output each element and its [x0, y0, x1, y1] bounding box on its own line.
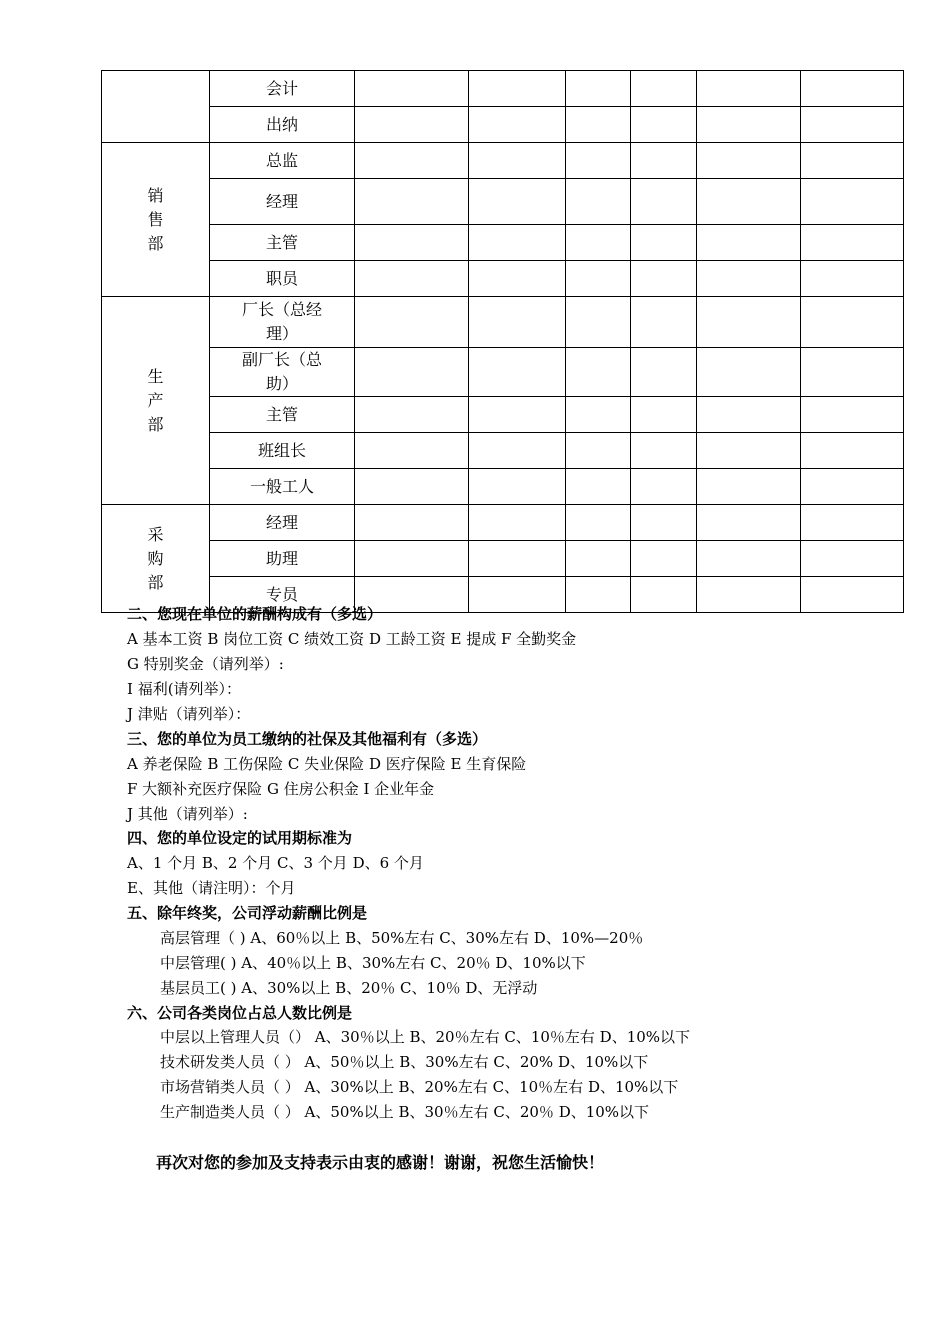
section-6-line-1: 中层以上管理人员（） A、30％以上 B、20％左右 C、10％左右 D、10%以下: [160, 1028, 691, 1046]
salary-cell[interactable]: [566, 433, 631, 469]
table-row: [102, 107, 904, 143]
role-cell: 经理: [210, 505, 355, 541]
department-cell: 采 购 部: [102, 505, 210, 613]
salary-cell[interactable]: [801, 297, 904, 348]
salary-cell[interactable]: [566, 71, 631, 107]
salary-cell[interactable]: [631, 261, 697, 297]
table-row: [102, 469, 904, 505]
salary-cell[interactable]: [801, 71, 904, 107]
salary-cell[interactable]: [469, 179, 566, 225]
salary-cell[interactable]: [801, 348, 904, 397]
salary-cell[interactable]: [355, 71, 469, 107]
salary-cell[interactable]: [801, 541, 904, 577]
salary-cell[interactable]: [631, 397, 697, 433]
salary-cell[interactable]: [697, 397, 801, 433]
salary-cell[interactable]: [566, 348, 631, 397]
salary-cell[interactable]: [801, 143, 904, 179]
salary-cell[interactable]: [697, 71, 801, 107]
salary-cell[interactable]: [566, 179, 631, 225]
salary-cell[interactable]: [469, 225, 566, 261]
department-cell: [102, 71, 210, 143]
salary-cell[interactable]: [566, 261, 631, 297]
salary-cell[interactable]: [355, 541, 469, 577]
role-cell: 班组长: [210, 433, 355, 469]
salary-cell[interactable]: [355, 469, 469, 505]
table-row: [102, 505, 904, 541]
salary-cell[interactable]: [469, 71, 566, 107]
salary-cell[interactable]: [469, 469, 566, 505]
salary-cell[interactable]: [631, 297, 697, 348]
salary-cell[interactable]: [697, 225, 801, 261]
table-row: [102, 261, 904, 297]
section-5-title: 五、除年终奖，公司浮动薪酬比例是: [127, 904, 368, 922]
section-4-line-2: E、其他（请注明）：个月: [127, 879, 296, 897]
salary-cell[interactable]: [697, 541, 801, 577]
salary-cell[interactable]: [469, 433, 566, 469]
salary-cell[interactable]: [631, 433, 697, 469]
salary-cell[interactable]: [631, 505, 697, 541]
role-cell: 主管: [210, 397, 355, 433]
salary-cell[interactable]: [697, 143, 801, 179]
salary-cell[interactable]: [566, 469, 631, 505]
section-6-line-4: 生产制造类人员（ ） A、50%以上 B、30％左右 C、20％ D、10%以下: [160, 1103, 650, 1121]
salary-cell[interactable]: [355, 261, 469, 297]
role-cell: 一般工人: [210, 469, 355, 505]
salary-cell[interactable]: [355, 143, 469, 179]
table-row: [102, 348, 904, 397]
table-row: [102, 297, 904, 348]
role-cell: 厂长（总经理）: [210, 297, 355, 348]
section-2-line-3: I 福利(请列举）：: [127, 680, 242, 698]
salary-cell[interactable]: [566, 505, 631, 541]
role-cell: 主管: [210, 225, 355, 261]
department-cell: 生 产 部: [102, 297, 210, 505]
salary-cell[interactable]: [566, 107, 631, 143]
salary-cell[interactable]: [697, 348, 801, 397]
section-3-title: 三、您的单位为员工缴纳的社保及其他福利有（多选）: [127, 730, 488, 748]
section-5-line-3: 基层员工( ) A、30%以上 B、20％ C、10％ D、无浮动: [160, 979, 538, 997]
salary-cell[interactable]: [355, 107, 469, 143]
salary-cell[interactable]: [631, 71, 697, 107]
salary-cell[interactable]: [566, 225, 631, 261]
salary-cell[interactable]: [355, 397, 469, 433]
salary-cell[interactable]: [355, 179, 469, 225]
section-6-title: 六、公司各类岗位占总人数比例是: [127, 1004, 353, 1022]
salary-cell[interactable]: [801, 433, 904, 469]
salary-table: [101, 70, 904, 613]
department-cell: 销 售 部: [102, 143, 210, 297]
salary-cell[interactable]: [697, 179, 801, 225]
salary-cell[interactable]: [469, 505, 566, 541]
role-cell: 会计: [210, 71, 355, 107]
salary-cell[interactable]: [355, 348, 469, 397]
salary-cell[interactable]: [566, 297, 631, 348]
section-4-title: 四、您的单位设定的试用期标准为: [127, 829, 353, 847]
table-row: [102, 179, 904, 225]
salary-cell[interactable]: [469, 107, 566, 143]
closing-thanks: 再次对您的参加及支持表示由衷的感谢！谢谢，祝您生活愉快！: [156, 1153, 605, 1172]
salary-cell[interactable]: [566, 577, 631, 613]
section-6-line-3: 市场营销类人员（ ） A、30%以上 B、20%左右 C、10％左右 D、10%以下: [160, 1078, 679, 1096]
salary-cell[interactable]: [469, 348, 566, 397]
section-2-title: 二、您现在单位的薪酬构成有（多选）: [127, 605, 383, 623]
section-2-line-2: G 特别奖金（请列举）:: [127, 655, 284, 673]
role-cell: 职员: [210, 261, 355, 297]
salary-cell[interactable]: [801, 261, 904, 297]
table-row: [102, 225, 904, 261]
salary-cell[interactable]: [631, 348, 697, 397]
salary-cell[interactable]: [697, 505, 801, 541]
salary-cell[interactable]: [631, 179, 697, 225]
role-cell: 经理: [210, 179, 355, 225]
section-3-line-3: J 其他（请列举）:: [127, 805, 248, 823]
table-row: [102, 143, 904, 179]
salary-cell[interactable]: [566, 143, 631, 179]
salary-cell[interactable]: [801, 577, 904, 613]
salary-cell[interactable]: [697, 433, 801, 469]
salary-cell[interactable]: [697, 297, 801, 348]
table-row: [102, 433, 904, 469]
table-row: [102, 71, 904, 107]
salary-cell[interactable]: [631, 225, 697, 261]
role-cell: 专员: [210, 577, 355, 613]
section-4-line-1: A、1 个月 B、2 个月 C、3 个月 D、6 个月: [127, 854, 424, 872]
salary-cell[interactable]: [801, 107, 904, 143]
salary-cell[interactable]: [697, 469, 801, 505]
salary-cell[interactable]: [355, 505, 469, 541]
salary-cell[interactable]: [566, 541, 631, 577]
salary-cell[interactable]: [631, 577, 697, 613]
salary-cell[interactable]: [469, 541, 566, 577]
salary-cell[interactable]: [801, 505, 904, 541]
section-3-line-2: F 大额补充医疗保险 G 住房公积金 I 企业年金: [127, 780, 435, 798]
salary-cell[interactable]: [469, 261, 566, 297]
section-2-line-1: A 基本工资 B 岗位工资 C 绩效工资 D 工龄工资 E 提成 F 全勤奖金: [127, 630, 577, 648]
salary-cell[interactable]: [631, 107, 697, 143]
salary-cell[interactable]: [801, 469, 904, 505]
salary-cell[interactable]: [566, 397, 631, 433]
salary-cell[interactable]: [355, 297, 469, 348]
table-row: [102, 397, 904, 433]
role-cell: 出纳: [210, 107, 355, 143]
salary-cell[interactable]: [801, 397, 904, 433]
section-5-line-1: 高层管理（ ) A、60％以上 B、50%左右 C、30%左右 D、10%—20％: [160, 929, 644, 947]
salary-cell[interactable]: [801, 179, 904, 225]
salary-cell[interactable]: [801, 225, 904, 261]
section-5-line-2: 中层管理( ) A、40％以上 B、30%左右 C、20％ D、10%以下: [160, 954, 586, 972]
salary-cell[interactable]: [697, 261, 801, 297]
table-row: [102, 541, 904, 577]
section-3-line-1: A 养老保险 B 工伤保险 C 失业保险 D 医疗保险 E 生育保险: [127, 755, 527, 773]
salary-cell[interactable]: [355, 433, 469, 469]
salary-cell[interactable]: [469, 577, 566, 613]
section-2-line-4: J 津贴（请列举）：: [127, 705, 251, 723]
salary-cell[interactable]: [469, 143, 566, 179]
role-cell: 助理: [210, 541, 355, 577]
role-cell: 副厂长（总助）: [210, 348, 355, 397]
salary-cell[interactable]: [631, 469, 697, 505]
salary-cell[interactable]: [697, 107, 801, 143]
salary-cell[interactable]: [631, 143, 697, 179]
section-6-line-2: 技术研发类人员（ ） A、50％以上 B、30%左右 C、20% D、10%以下: [160, 1053, 649, 1071]
role-cell: 总监: [210, 143, 355, 179]
salary-cell[interactable]: [355, 225, 469, 261]
salary-cell[interactable]: [469, 297, 566, 348]
salary-cell[interactable]: [469, 397, 566, 433]
salary-cell[interactable]: [631, 541, 697, 577]
salary-cell[interactable]: [697, 577, 801, 613]
